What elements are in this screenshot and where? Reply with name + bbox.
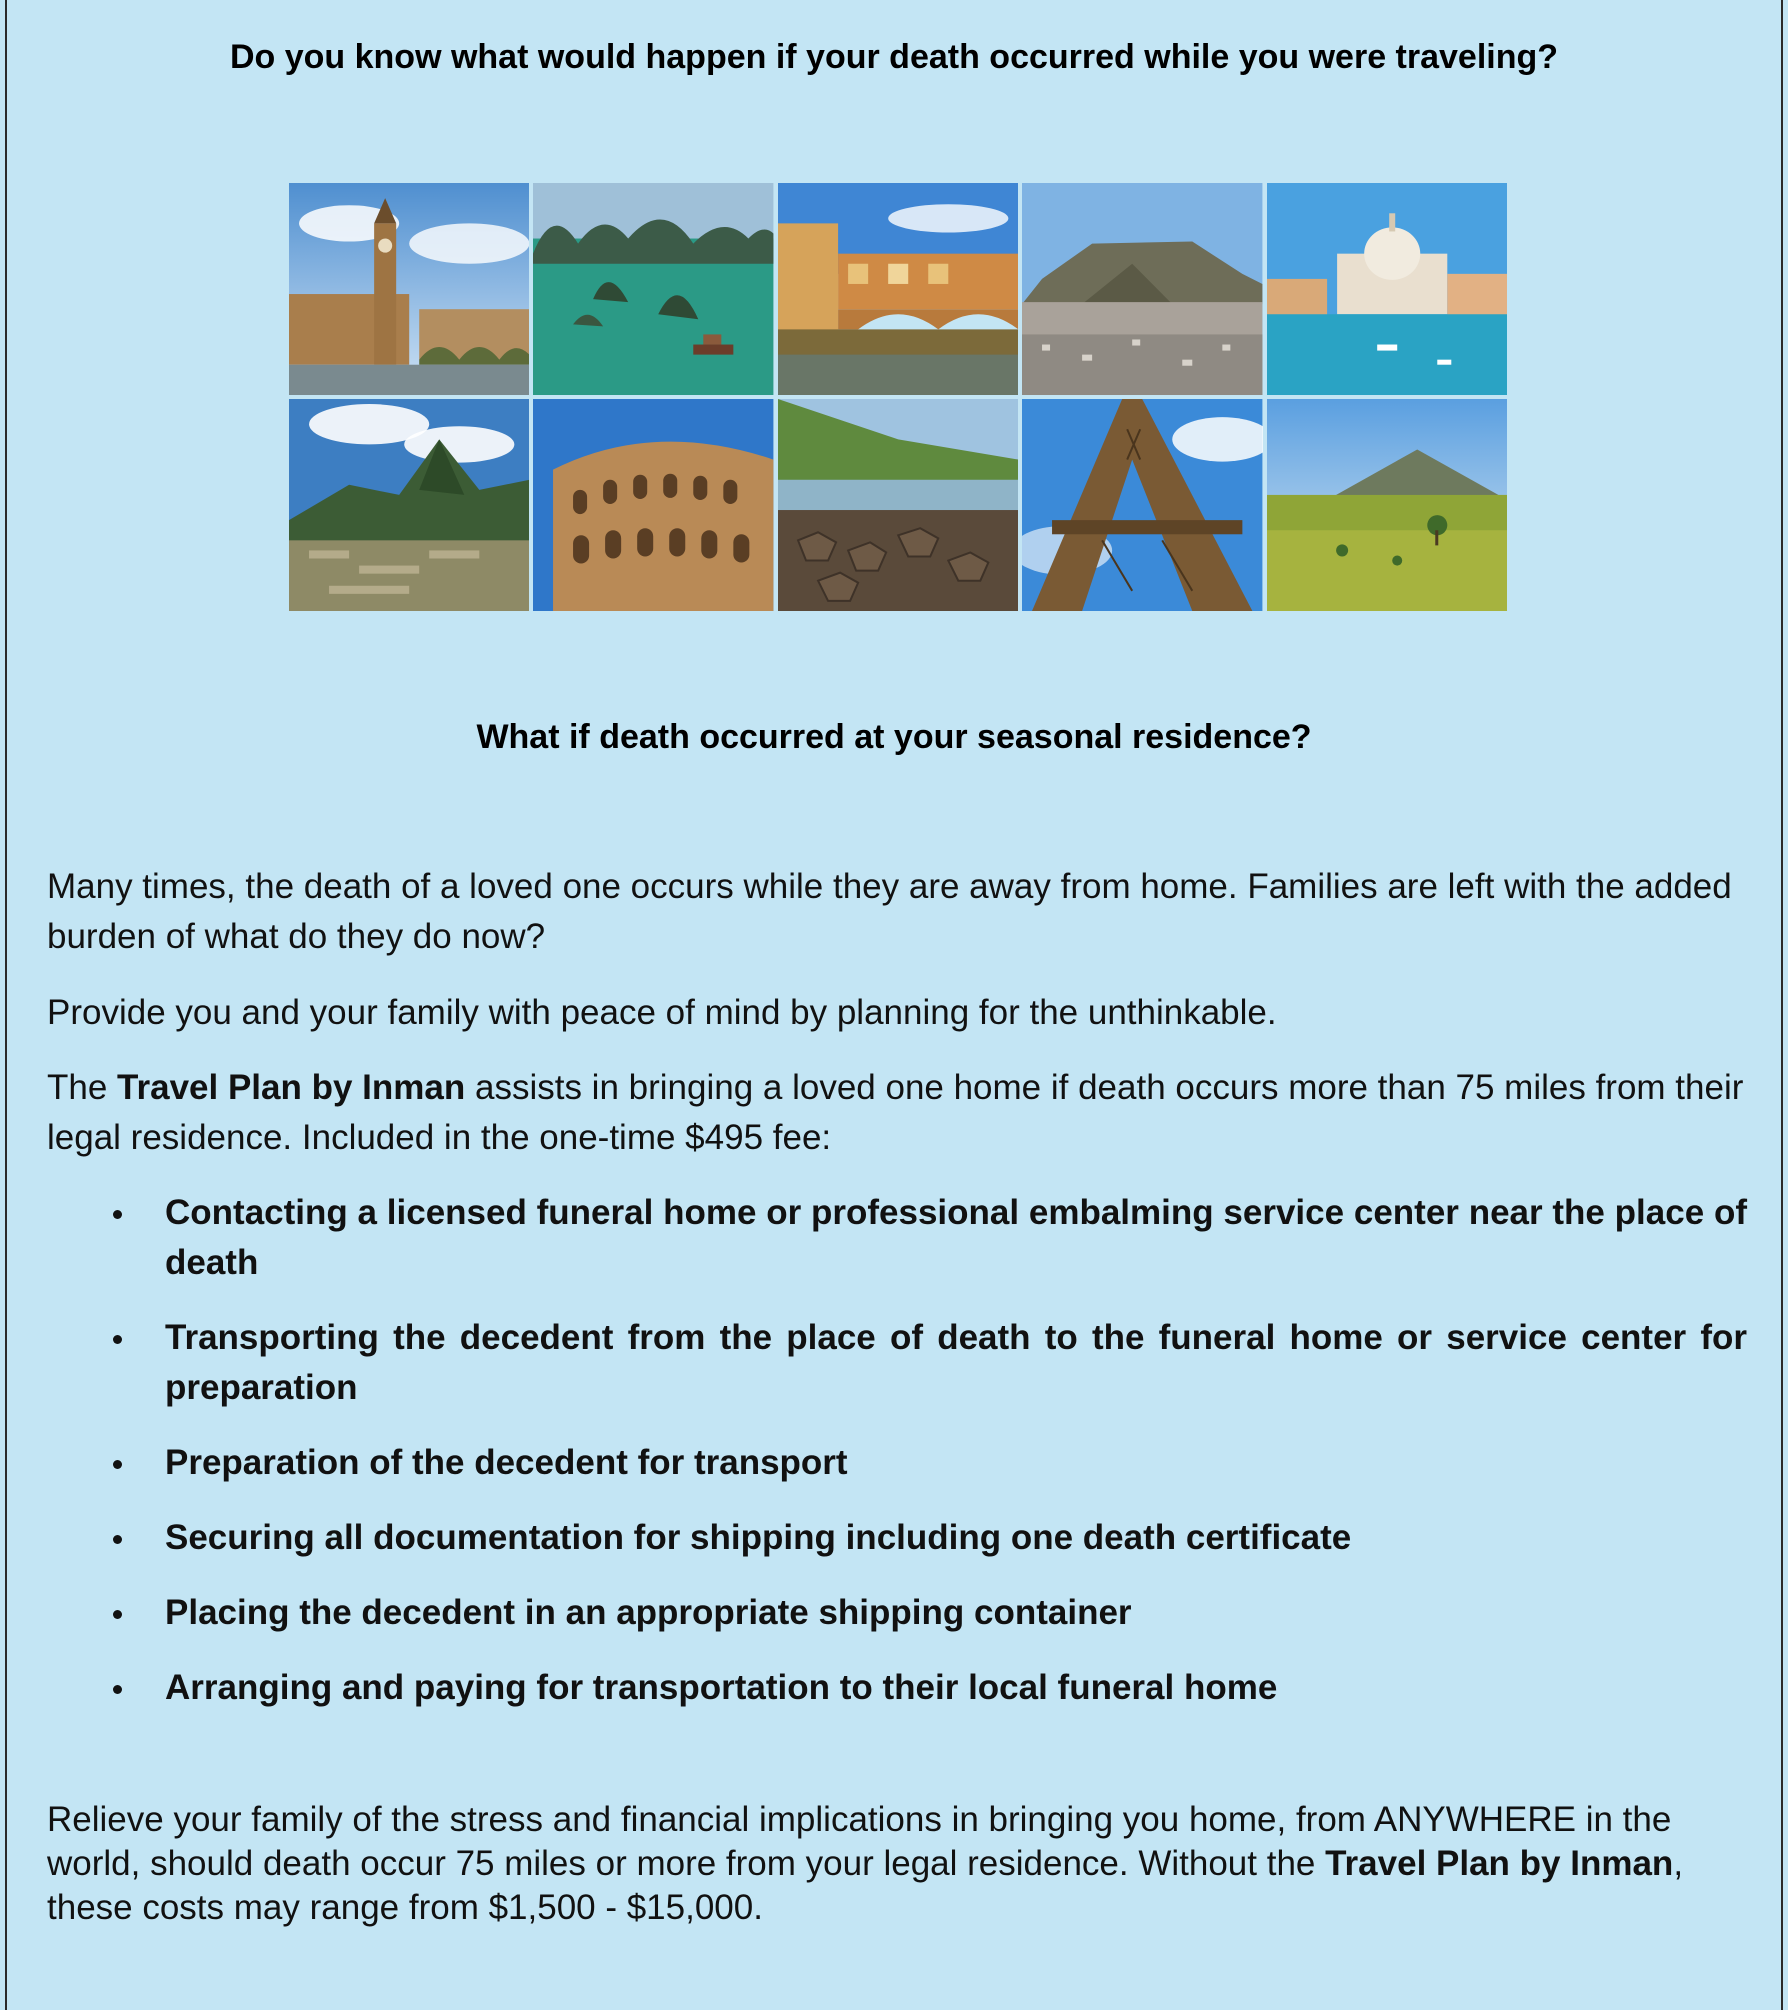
london-big-ben-photo: [289, 183, 529, 395]
giants-causeway-photo: [778, 399, 1018, 611]
florence-ponte-vecchio-photo: [778, 183, 1018, 395]
list-item: [47, 1313, 1747, 1413]
bullet-icon: [113, 1535, 122, 1544]
intro-paragraph: Many times, the death of a loved one occurs while they are away from home. Families are left with the added burden of what do they do now?: [47, 867, 1732, 956]
bullet-icon: [113, 1460, 122, 1469]
list-item: [47, 1188, 1747, 1288]
list-item-text: Placing the decedent in an appropriate shipping container: [165, 1593, 1132, 1632]
list-item-text: Arranging and paying for transportation to their local funeral home: [165, 1668, 1278, 1707]
bullet-icon: [113, 1335, 122, 1344]
list-item-text: Contacting a licensed funeral home or professional embalming service center near the place of death: [165, 1193, 1747, 1282]
ha-long-bay-photo: [533, 183, 773, 395]
list-item: [47, 1588, 1747, 1638]
bullet-icon: [113, 1210, 122, 1219]
plan-description-lead: The: [47, 1068, 118, 1107]
venice-grand-canal-photo: [1267, 183, 1507, 395]
cape-town-table-mountain-photo: [1022, 183, 1262, 395]
peace-of-mind-paragraph: Provide you and your family with peace of mind by planning for the unthinkable.: [47, 993, 1277, 1032]
rome-colosseum-photo: [533, 399, 773, 611]
closing-rest: , these costs may range from $1,500 - $15,000.: [47, 1844, 1684, 1927]
plan-name: Travel Plan by Inman: [117, 1068, 466, 1107]
list-item: [47, 1663, 1747, 1713]
seasonal-question-heading: What if death occurred at your seasonal residence?: [476, 718, 1312, 756]
flyer-page: [5, 0, 1783, 2010]
list-item: [47, 1438, 1747, 1488]
volcano-landscape-photo: [1267, 399, 1507, 611]
bullet-icon: [113, 1610, 122, 1619]
list-item-text: Securing all documentation for shipping including one death certificate: [165, 1518, 1352, 1557]
list-item: [47, 1513, 1747, 1563]
list-item-text: Preparation of the decedent for transport: [165, 1443, 848, 1482]
machu-picchu-photo: [289, 399, 529, 611]
bullet-icon: [113, 1685, 122, 1694]
plan-description-paragraph: [47, 1063, 1747, 1163]
closing-plan-name: Travel Plan by Inman: [1325, 1844, 1674, 1883]
closing-paragraph: [47, 1798, 1747, 1930]
plan-description-rest: assists in bringing a loved one home if death occurs more than 75 miles from their legal residence. Included in the one-time $495 fee:: [47, 1068, 1744, 1157]
included-services-list: [47, 1188, 1747, 1738]
list-item-text: Transporting the decedent from the place of death to the funeral home or service center for preparation: [165, 1318, 1747, 1407]
closing-lead: Relieve your family of the stress and financial implications in bringing you home, from ANYWHERE in the world, should death occur 75 miles or more from your legal residence. Without the: [47, 1800, 1672, 1883]
eiffel-tower-photo: [1022, 399, 1262, 611]
travel-question-heading: Do you know what would happen if your death occurred while you were traveling?: [229, 38, 1559, 76]
destination-photo-gallery: [289, 183, 1507, 611]
